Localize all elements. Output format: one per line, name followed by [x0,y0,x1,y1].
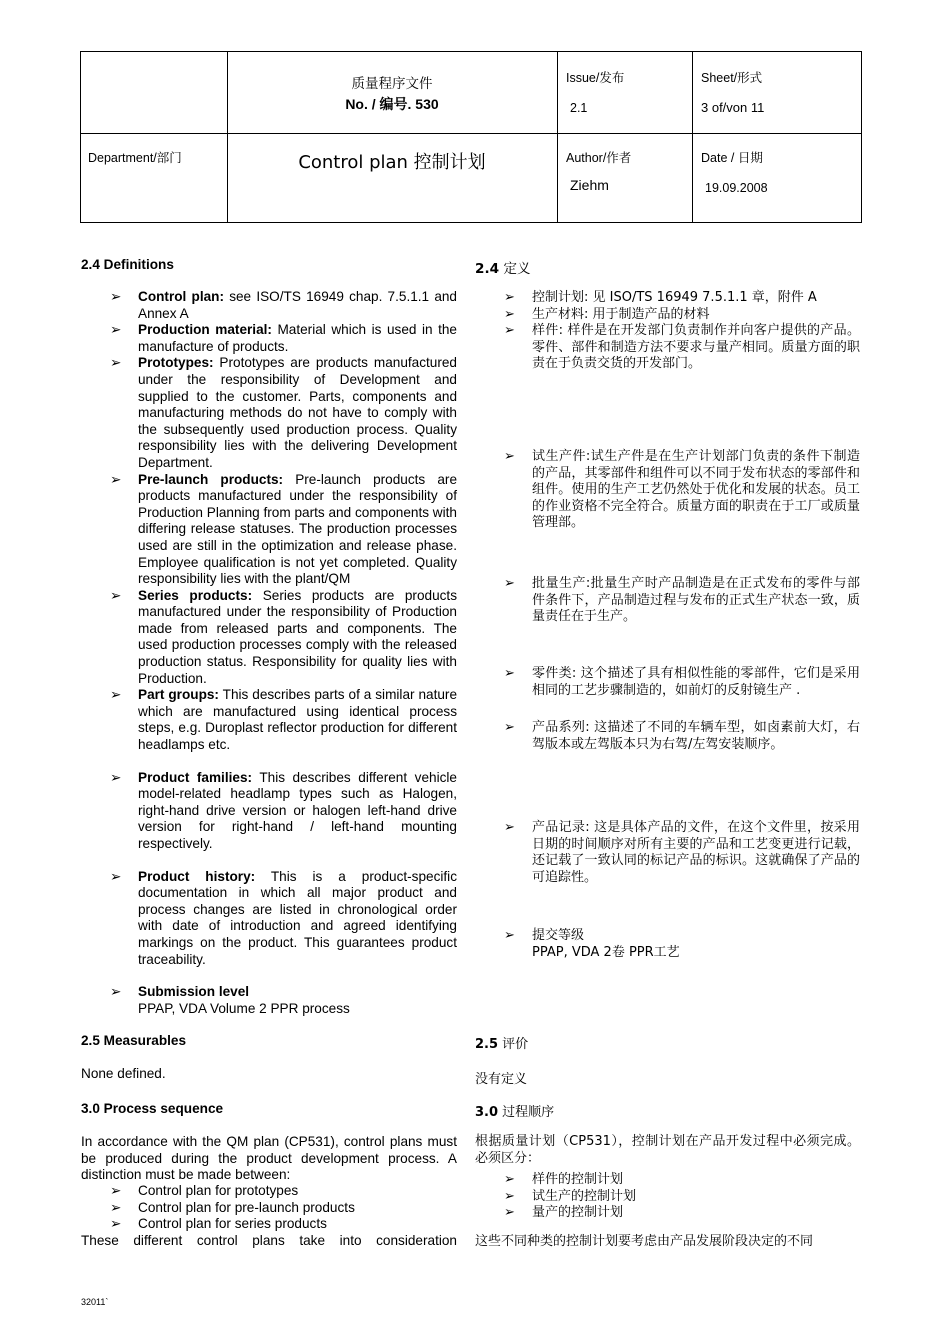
arrow-bullet-icon: ➢ [110,587,122,603]
zh-section-2-5-title: 2.5 评价 [475,1037,529,1052]
header-col-divider [692,52,693,222]
header-col-divider [557,52,558,222]
list-item: ➢ 量产的控制计划 [504,1205,624,1221]
arrow-bullet-icon: ➢ [504,323,515,339]
list-item: ➢ 生产材料: 用于制造产品的材料 [504,306,710,322]
sheet-value: 3 of/von 11 [701,100,765,115]
list-item: ➢ Control plan for pre-launch products [110,1199,355,1215]
arrow-bullet-icon: ➢ [504,306,515,322]
list-item: ➢ 批量生产:批量生产时产品制造是在正式发布的零件与部件条件下，产品制造过程与发布的正式生产状态一致，质量责任在于生产。 [504,576,860,625]
arrow-bullet-icon: ➢ [504,1188,515,1204]
zh-control-plan-list [475,1172,860,1222]
arrow-bullet-icon: ➢ [504,449,515,464]
arrow-bullet-icon: ➢ [110,769,122,785]
arrow-bullet-icon: ➢ [504,576,515,591]
footer-code: 32011` [81,1297,109,1307]
list-item: ➢ 提交等级 PPAP, VDA 2卷 PPR工艺 [504,928,680,960]
list-item: ➢ Control plan: see ISO/TS 16949 chap. 7.5.1.1 and Annex A [110,289,457,321]
arrow-bullet-icon: ➢ [504,1205,515,1221]
zh-definitions-list-4 [475,666,860,699]
list-item: ➢ 样件的控制计划 [504,1172,624,1187]
en-definitions-list [81,289,457,1017]
arrow-bullet-icon: ➢ [110,471,122,487]
arrow-bullet-icon: ➢ [110,1199,122,1215]
en-section-3-0-tail: These different control plans take into consideration [81,1233,457,1248]
arrow-bullet-icon: ➢ [110,322,122,338]
list-item: ➢ Pre-launch products: Pre-launch products are products manufactured under the responsibility of Production Planning from parts and components with differing release statuses. The production processes used are still in the optimization and release phase. Employee qualification is not yet completed. Quality responsibility lies with the plant/QM [110,471,457,587]
doc-type [227,74,557,114]
sheet-label: Sheet/形式 [701,71,763,85]
zh-definitions-list [475,290,860,373]
arrow-bullet-icon: ➢ [110,687,122,703]
list-item: ➢ Prototypes: Prototypes are products manufactured under the responsibility of Development and supplied to the customer. Parts, components and manufacturing methods do not have to comply with the subsequently used production process. Quality responsibility lies with the delivering Development Department. [110,355,457,470]
zh-definitions-list-7 [475,928,860,961]
header-table [80,51,862,223]
date-label: Date / 日期 [701,151,763,165]
list-item: ➢ 产品系列: 这描述了不同的车辆车型，如卤素前大灯，右驾版本或左驾版本只为右驾/左驾安装顺序。 [504,720,860,752]
list-item: ➢ Control plan for prototypes [110,1183,299,1198]
en-section-2-5-text: None defined. [81,1066,166,1081]
en-control-plan-list [81,1183,457,1233]
list-item: ➢ Production material: Material which is used in the manufacture of products. [110,322,457,354]
en-section-2-5-title: 2.5 Measurables [81,1033,187,1048]
list-item: ➢ Part groups: This describes parts of a similar nature which are manufactured using identical process steps, e.g. Duroplast reflector production for different headlamps etc. [110,687,458,753]
author-value: Ziehm [570,177,609,193]
en-section-3-0-intro: In accordance with the QM plan (CP531), control plans must be produced during the product development process. A distinction must be made between: [81,1134,457,1183]
zh-section-2-5-text: 没有定义 [475,1072,528,1087]
zh-section-3-0-title: 3.0 过程顺序 [475,1105,555,1120]
zh-definitions-list-3 [475,576,860,626]
list-item: ➢ 控制计划: 见 ISO/TS 16949 7.5.1.1 章，附件 A [504,290,817,305]
zh-section-3-0-intro: 根据质量计划（CP531），控制计划在产品开发过程中必须完成。必须区分： [475,1134,860,1166]
arrow-bullet-icon: ➢ [110,289,122,304]
zh-definitions-list-6 [475,820,860,886]
en-section-3-0-title: 3.0 Process sequence [81,1101,224,1116]
issue-label: Issue/发布 [566,71,625,85]
arrow-bullet-icon: ➢ [504,928,515,943]
list-item: ➢ 零件类: 这个描述了具有相似性能的零部件，它们是采用相同的工艺步骤制造的，如前灯的反射镜生产 . [504,666,860,698]
arrow-bullet-icon: ➢ [110,984,122,1000]
zh-section-2-4-title: 2.4 定义 [475,261,531,277]
zh-definitions-list-2 [475,449,860,532]
header-divider [81,133,861,134]
doc-type-title: 质量程序文件 [351,76,433,92]
date-value: 19.09.2008 [705,181,768,195]
list-item: ➢ Product families: This describes different vehicle model-related headlamp types such as Halogen, right-hand drive version or halogen left-hand drive version for right-hand / left-hand mounting respectively. [110,769,457,851]
list-item: ➢ Submission level PPAP, VDA Volume 2 PPR process [110,984,350,1016]
list-item: ➢ 试生产的控制计划 [504,1188,637,1204]
arrow-bullet-icon: ➢ [110,1216,122,1232]
department-label: Department/部门 [88,151,182,165]
arrow-bullet-icon: ➢ [504,666,515,681]
list-item: ➢ 样件: 样件是在开发部门负责制作并向客户提供的产品。零件、部件和制造方法不要求与量产相同。质量方面的职责在于负责交货的开发部门。 [504,323,860,372]
arrow-bullet-icon: ➢ [110,1183,122,1198]
list-item: ➢ Product history: This is a product-specific documentation in which all major product and process changes are listed in chronological order with date of introduction and agreed identifying markings on the product. This guarantees product traceability. [110,868,457,967]
list-item: ➢ Series products: Series products are products manufactured under the responsibility of Production made from released parts and components. The used production processes comply with the released production status. Responsibility for quality lies with Production. [110,587,457,686]
list-item: ➢ 试生产件:试生产件是在生产计划部门负责的条件下制造的产品，其零部件和组件可以不同于发布状态的零部件和组件。使用的生产工艺仍然处于优化和发展的状态。员工的作业资格不完全符合。质量方面的职责在于工厂或质量管理部。 [504,449,860,531]
arrow-bullet-icon: ➢ [110,355,122,371]
list-item: ➢ Control plan for series products [110,1216,327,1232]
issue-value: 2.1 [570,101,588,115]
arrow-bullet-icon: ➢ [504,1172,515,1187]
list-item: ➢ 产品记录: 这是具体产品的文件，在这个文件里，按采用日期的时间顺序对所有主要的产品和工艺变更进行记载，还记载了一致认同的标记产品的标识。这就确保了产品的可追踪性。 [504,820,860,885]
en-section-2-4-title: 2.4 Definitions [81,257,174,272]
zh-definitions-list-5 [475,720,860,753]
arrow-bullet-icon: ➢ [504,290,515,305]
arrow-bullet-icon: ➢ [504,720,515,735]
arrow-bullet-icon: ➢ [110,868,122,884]
zh-section-3-0-tail: 这些不同种类的控制计划要考虑由产品发展阶段决定的不同 [475,1234,814,1249]
author-label: Author/作者 [566,151,632,165]
doc-number: No. / 编号. 530 [345,96,439,112]
arrow-bullet-icon: ➢ [504,820,515,835]
doc-title: Control plan 控制计划 [298,152,486,173]
